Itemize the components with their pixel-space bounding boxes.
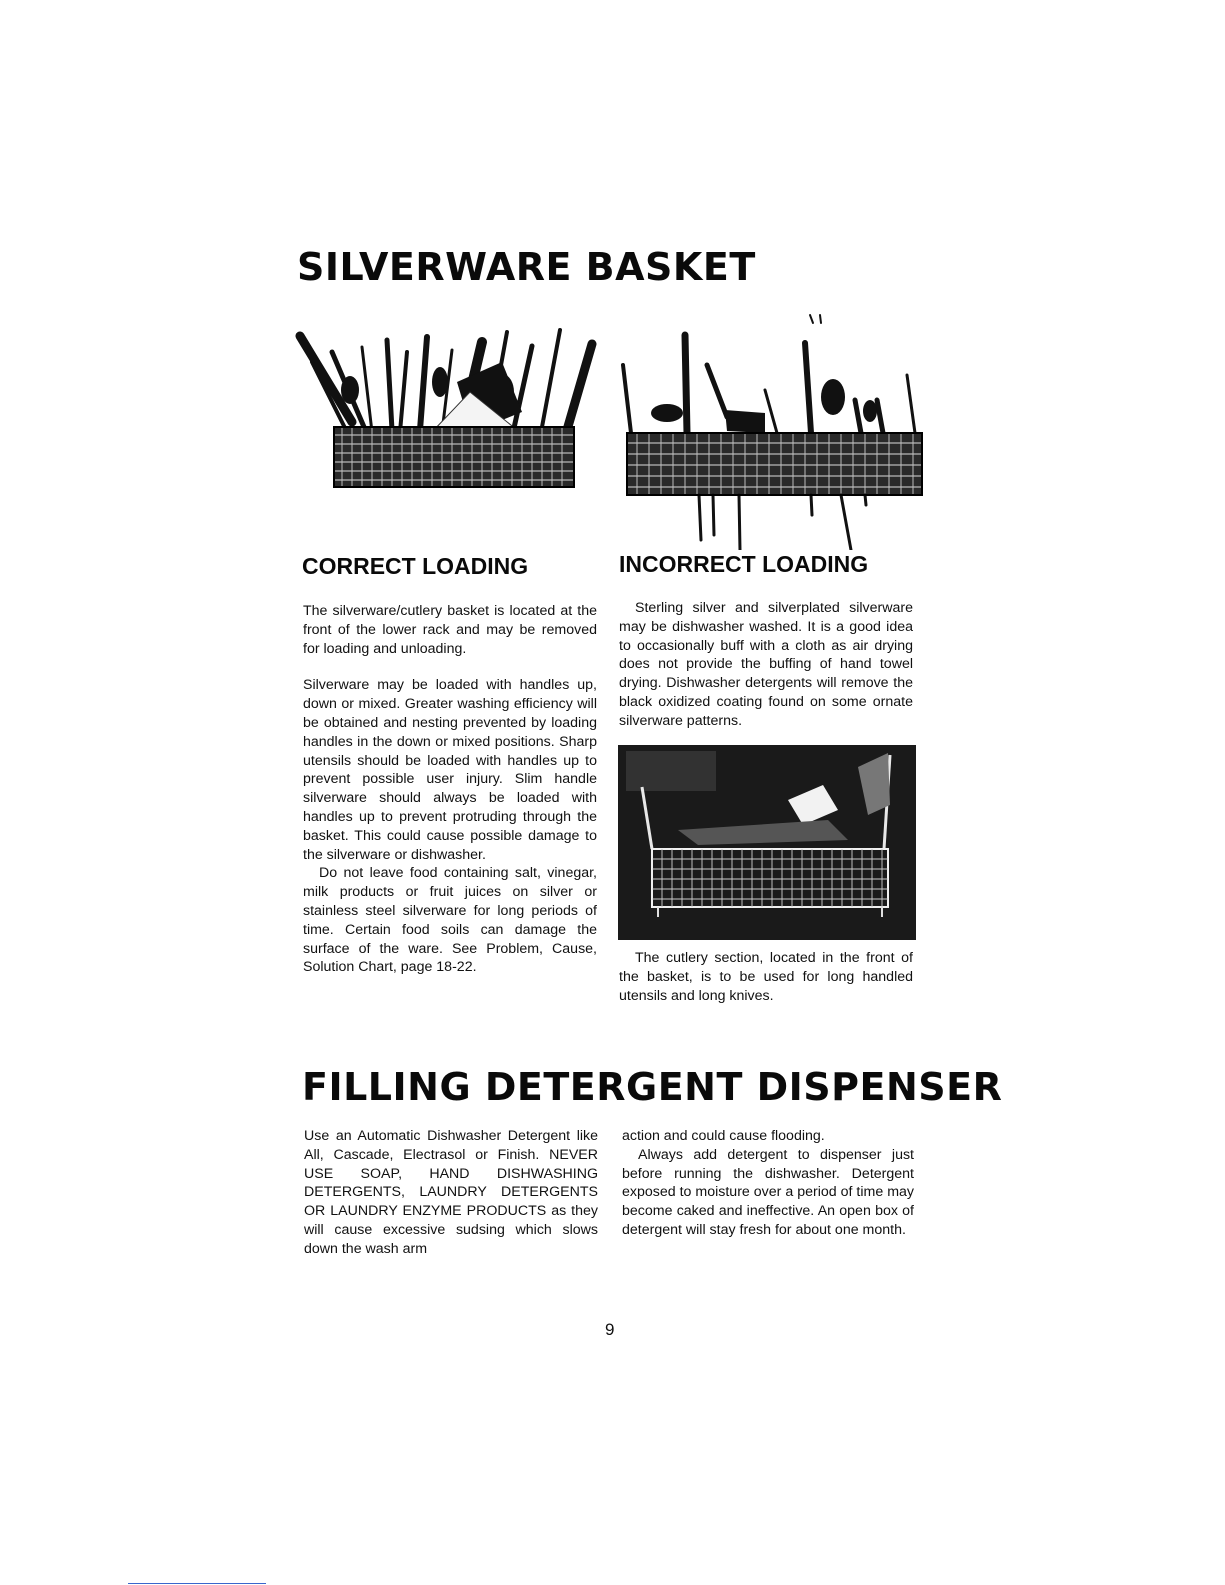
paragraph: Silverware may be loaded with handles up, down or mixed. Greater washing efficiency will be obtained and nesting prevented by loading handles in the down or mixed positions. Sharp utensils should be loaded with handles up to prevent possible user injury. Slim handle silverware should always be loaded with handles up to prevent protruding through the basket. This could cause possible damage to the silverware or dishwasher. [303,677,597,863]
footer-divider [128,1583,266,1584]
paragraph: Sterling silver and silverplated silverware may be dishwasher washed. It is a good idea to occasionally buff with a cloth as air drying does not provide the buffing of hand towel drying. Dishwasher detergents will remove the black oxidized coating found on some ornate silverware patterns. [619,600,913,729]
cutlery-caption [619,949,913,1005]
page-number: 9 [605,1320,615,1339]
paragraph: The silverware/cutlery basket is located at the front of the lower rack and may be removed for loading and unloading. [303,603,597,657]
paragraph: action and could cause flooding. [622,1128,825,1144]
incorrect-loading-photo [615,305,935,550]
cutlery-section-photo [618,745,916,940]
detergent-text-left [304,1127,598,1259]
correct-loading-photo [292,322,604,512]
heading-correct-loading: CORRECT LOADING [302,553,529,579]
paragraph: The cutlery section, located in the front of the basket, is to be used for long handled utensils and long knives. [619,950,913,1004]
section-title-filling-detergent-dispenser: FILLING DETERGENT DISPENSER [302,1065,1003,1109]
paragraph: Do not leave food containing salt, vinegar, milk products or fruit juices on silver or stainless steel silverware for long periods of time. Certain food soils can damage the surface of the ware. See Problem, Cause, Solution Chart, page 18-22. [303,865,597,976]
correct-loading-text [303,602,597,977]
paragraph: Use an Automatic Dishwasher Detergent like All, Cascade, Electrasol or Finish. NEVER USE SOAP, HAND DISHWASHING DETERGENTS, LAUNDRY DETERGENTS OR LAUNDRY ENZYME PRODUCTS as they will cause excessive sudsing which slows down the wash arm [304,1128,598,1257]
incorrect-loading-text [619,599,913,731]
heading-incorrect-loading: INCORRECT LOADING [619,551,869,577]
paragraph: Always add detergent to dispenser just before running the dishwasher. Detergent exposed to moisture over a period of time may become caked and ineffective. An open box of detergent will stay fresh for about one month. [622,1146,914,1238]
detergent-text-right [622,1127,914,1240]
section-title-silverware-basket: SILVERWARE BASKET [297,245,756,289]
